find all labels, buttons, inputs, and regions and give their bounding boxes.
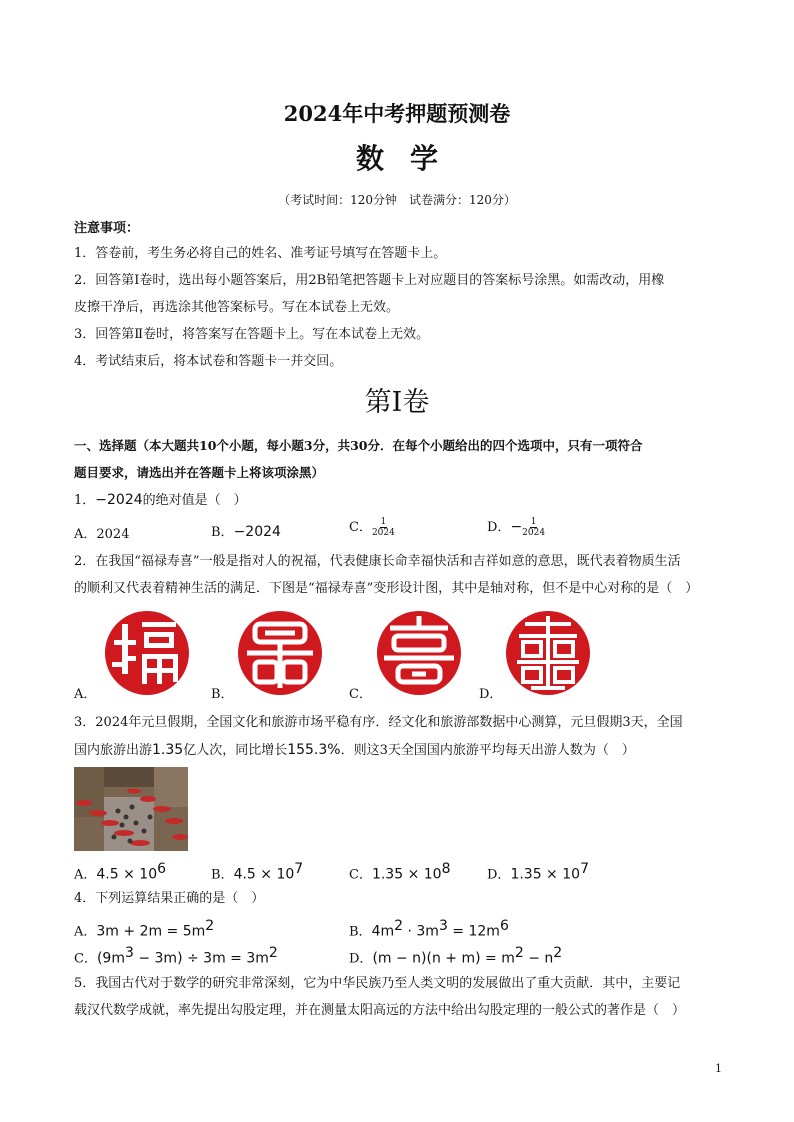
exam-title: 2024年中考押题预测卷 (283, 101, 511, 126)
q4-d-label: D． (349, 951, 373, 967)
q1-d-label: D． (487, 520, 511, 535)
volume-title: 第Ⅰ卷 (364, 387, 430, 418)
q1-stem-math: −2024 (95, 492, 143, 508)
q3-option-a (74, 861, 166, 882)
q1-b-value: −2024 (233, 524, 281, 540)
q1-c-denominator: 2024 (371, 528, 395, 538)
q4-b-part1: 4m (371, 923, 395, 940)
section1-heading-b: 题目要求，请选出并在答题卡上将该项涂黑） (74, 465, 325, 480)
q2-line-1: 2．在我国“福禄寿喜”一般是指对人的祝福，代表健康长命幸福快活和吉祥如意的意思，既代表着物质生活 (74, 554, 681, 569)
q3-option-b (211, 861, 303, 882)
q3-growth-rate: 155.3% (287, 742, 341, 758)
lu-emblem-image (237, 610, 323, 696)
q4-stem: 4．下列运算结果正确的是（ ） (74, 891, 265, 906)
q4-option-d (349, 945, 562, 966)
q4-d-part2: − n (523, 950, 554, 967)
q2-a-label: A． (74, 687, 97, 702)
q4-b-label: B． (349, 924, 372, 940)
q4-c-exp1: 3 (124, 945, 134, 961)
notice-item-1: 1．答卷前，考生务必将自己的姓名、准考证号填写在答题卡上。 (74, 246, 447, 261)
q3-d-exponent: 7 (580, 861, 589, 877)
q3-d-label: D． (487, 867, 511, 883)
xi-emblem-image (505, 610, 591, 696)
q1-option-a (74, 523, 129, 542)
tourist-crowd-photo (74, 767, 188, 851)
q4-d-part1: (m − n)(n + m) = m (372, 950, 515, 967)
q4-b-exp2: 3 (438, 918, 448, 934)
q1-d-numerator: 1 (530, 517, 537, 527)
q2-b-label: B． (211, 687, 234, 702)
q3-line2-post: ．则这3天全国国内旅游平均每天出游人数为（ ） (340, 743, 635, 758)
q4-b-exp3: 6 (499, 918, 509, 934)
q3-option-c (349, 861, 451, 882)
q4-a-expr: 3m + 2m = 5m (96, 923, 206, 940)
q4-c-exp2: 2 (268, 945, 278, 961)
notice-item-2b: 皮擦干净后，再选涂其他答案标号。写在本试卷上无效。 (74, 300, 400, 315)
q1-option-c (349, 516, 395, 538)
q4-d-exp2: 2 (553, 945, 563, 961)
q4-a-label: A． (74, 924, 97, 940)
q1-stem-post: 的绝对值是（ ） (142, 493, 247, 508)
q1-c-fraction (372, 517, 395, 538)
q4-c-label: C． (74, 951, 97, 967)
q3-c-base: 1.35 × 10 (371, 866, 442, 883)
q3-line2-pre: 国内旅游出游 (74, 743, 153, 758)
q3-line2-mid: 亿人次，同比增长 (183, 743, 288, 758)
q3-line-1: 3．2024年元旦假期，全国文化和旅游市场平稳有序．经文化和旅游部数据中心测算，元旦假期3天，全国 (74, 715, 683, 730)
q3-option-d (487, 861, 589, 882)
notice-item-4: 4．考试结束后，将本试卷和答题卡一并交回。 (74, 354, 343, 369)
q5-line-2: 载汉代数学成就，率先提出勾股定理，并在测量太阳高远的方法中给出勾股定理的一般公式的著作是（ ） (74, 1003, 686, 1018)
q4-b-part3: = 12m (447, 923, 500, 940)
page-number: 1 (715, 1062, 722, 1075)
section1-heading-a: 一、选择题（本大题共10个小题，每小题3分，共30分．在每个小题给出的四个选项中，只有一项符合 (74, 438, 643, 453)
q1-b-label: B． (211, 525, 234, 540)
q1-stem (74, 490, 720, 511)
q3-a-base: 4.5 × 10 (96, 866, 158, 883)
q3-c-exponent: 8 (441, 861, 451, 877)
q4-option-a (74, 918, 214, 939)
q3-d-base: 1.35 × 10 (510, 866, 581, 883)
q4-a-exponent: 2 (205, 918, 215, 934)
q3-a-label: A． (74, 867, 97, 883)
notice-heading: 注意事项： (74, 221, 140, 236)
q3-c-label: C． (349, 867, 372, 883)
q3-b-base: 4.5 × 10 (233, 866, 295, 883)
q4-b-part2: · 3m (403, 923, 439, 940)
q1-c-label: C． (349, 520, 372, 535)
fu-emblem-image (104, 610, 190, 696)
q4-b-exp1: 2 (394, 918, 404, 934)
q4-c-part2: − 3m) ÷ 3m = 3m (133, 950, 269, 967)
exam-time-info: （考试时间：120分钟 试卷满分：120分） (278, 193, 516, 207)
q3-line-2 (74, 740, 720, 761)
q1-a-label: A． (74, 527, 97, 542)
q1-option-d (487, 516, 545, 538)
q1-d-denominator: 2024 (522, 528, 546, 538)
shou-emblem-image (376, 610, 462, 696)
notice-item-2a: 2．回答第Ⅰ卷时，选出每小题答案后，用2B铅笔把答题卡上对应题目的答案标号涂黑。如需改动，用橡 (74, 273, 665, 288)
q3-a-exponent: 6 (157, 861, 167, 877)
q1-d-fraction (522, 517, 545, 538)
q4-c-part1: (9m (96, 950, 125, 967)
notice-item-3: 3．回答第Ⅱ卷时，将答案写在答题卡上。写在本试卷上无效。 (74, 327, 430, 342)
q4-option-c (74, 945, 278, 966)
q1-a-value: 2024 (96, 527, 130, 542)
q5-line-1: 5．我国古代对于数学的研究非常深刻，它为中华民族乃至人类文明的发展做出了重大贡献．其中，主要记 (74, 976, 681, 991)
q2-line-2: 的顺利又代表着精神生活的满足．下图是“福禄寿喜”变形设计图，其中是轴对称，但不是中心对称的是（ ） (74, 581, 699, 596)
q1-option-b (211, 521, 281, 540)
subject-title: 数学 (355, 142, 464, 175)
q4-option-b (349, 918, 509, 939)
q1-c-numerator: 1 (380, 517, 387, 527)
q2-d-label: D． (479, 687, 503, 702)
q3-tourist-count: 1.35 (152, 742, 184, 758)
q2-c-label: C． (349, 687, 372, 702)
q4-d-exp1: 2 (514, 945, 524, 961)
q3-b-exponent: 7 (294, 861, 304, 877)
q1-stem-pre: 1． (74, 493, 96, 508)
q3-b-label: B． (211, 867, 234, 883)
q1-d-sign: − (510, 519, 523, 535)
